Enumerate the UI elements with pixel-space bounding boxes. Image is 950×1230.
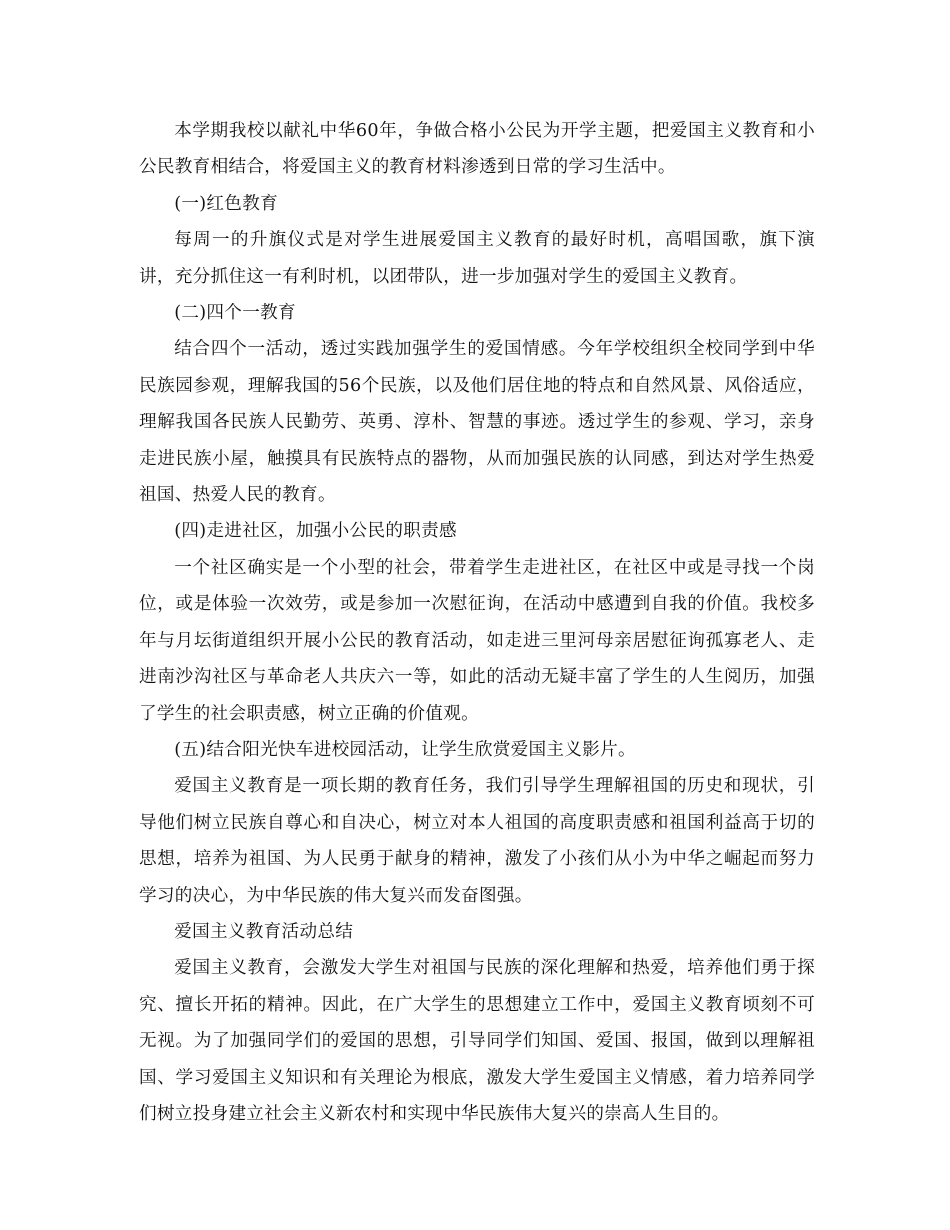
paragraph-four-ones: 结合四个一活动，透过实践加强学生的爱国情感。今年学校组织全校同学到中华民族园参观，理解我国的56个民族，以及他们居住地的特点和自然风景、风俗适应，理解我国各民族人民勤劳、英勇、淳朴、智慧的事迹。透过学生的参观、学习，亲身走进民族小屋，触摸具有民族特点的器物，从而加强民族的认同感，到达对学生热爱祖国、热爱人民的教育。 <box>139 339 815 506</box>
paragraph-intro: 本学期我校以献礼中华60年，争做合格小公民为开学主题，把爱国主义教育和小公民教育相结合，将爱国主义的教育材料渗透到日常的学习生活中。 <box>139 121 815 178</box>
section-heading-summary: 爱国主义教育活动总结 <box>174 921 354 942</box>
section-heading-four-ones: (二)四个一教育 <box>174 303 296 324</box>
section-heading-sunshine-express: (五)结合阳光快车进校园活动，让学生欣赏爱国主义影片。 <box>174 739 636 760</box>
paragraph-community: 一个社区确实是一个小型的社会，带着学生走进社区，在社区中或是寻找一个岗位，或是体验一次效劳，或是参加一次慰征询，在活动中感遭到自我的价值。我校多年与月坛街道组织开展小公民的教育活动，如走进三里河母亲居慰征询孤寡老人、走进南沙沟社区与革命老人共庆六一等，如此的活动无疑丰富了学生的人生阅历，加强了学生的社会职责感，树立正确的价值观。 <box>139 557 815 724</box>
paragraph-summary: 爱国主义教育，会激发大学生对祖国与民族的深化理解和热爱，培养他们勇于探究、擅长开拓的精神。因此，在广大学生的思想建立工作中，爱国主义教育顷刻不可无视。为了加强同学们的爱国的思想，引导同学们知国、爱国、报国，做到以理解祖国、学习爱国主义知识和有关理论为根底，激发大学生爱国主义情感，着力培养同学们树立投身建立社会主义新农村和实现中华民族伟大复兴的崇高人生目的。 <box>139 958 815 1124</box>
section-heading-community: (四)走进社区，加强小公民的职责感 <box>174 521 457 542</box>
paragraph-sunshine-express: 爱国主义教育是一项长期的教育任务，我们引导学生理解祖国的历史和现状，引导他们树立民族自尊心和自决心，树立对本人祖国的高度职责感和祖国利益高于切的思想，培养为祖国、为人民勇于献身的精神，激发了小孩们从小为中华之崛起而努力学习的决心，为中华民族的伟大复兴而发奋图强。 <box>139 776 815 906</box>
section-heading-red-education: (一)红色教育 <box>174 193 278 214</box>
document-body <box>139 113 815 1132</box>
paragraph-red-education: 每周一的升旗仪式是对学生进展爱国主义教育的最好时机，高唱国歌，旗下演讲，充分抓住这一有利时机，以团带队，进一步加强对学生的爱国主义教育。 <box>139 230 815 287</box>
